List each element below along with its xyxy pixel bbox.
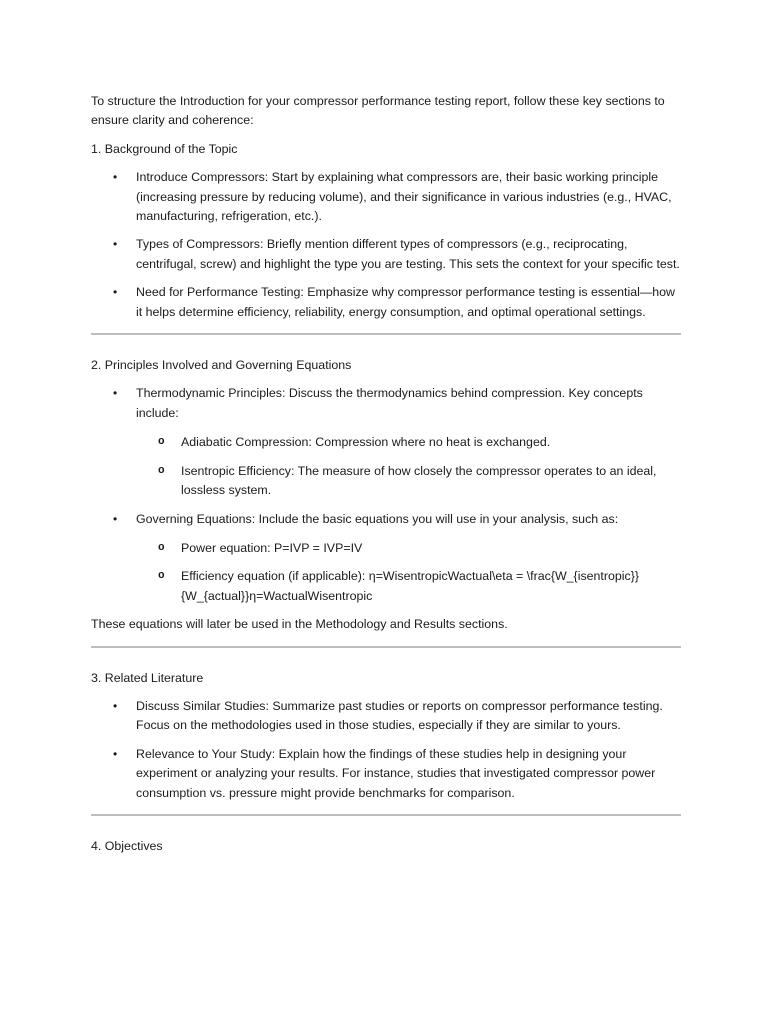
sub-list-item (136, 539, 681, 558)
horizontal-divider (91, 646, 681, 648)
list-item (91, 283, 681, 322)
list-item-text: Discuss Similar Studies: Summarize past studies or reports on compressor performance testing. Focus on the methodologies used in those studies, especially if they are similar to yours. (136, 698, 663, 733)
sub-list-item (136, 433, 681, 452)
list-item (91, 745, 681, 803)
bullet-icon: • (113, 511, 118, 526)
section-heading-principles: 2. Principles Involved and Governing Equations (91, 358, 352, 373)
sub-list-item (136, 567, 681, 606)
bullet-icon: • (113, 170, 118, 185)
background-bullet-list (91, 168, 681, 322)
list-item (91, 235, 681, 274)
bullet-icon: • (113, 285, 118, 300)
sub-list-item-text: Adiabatic Compression: Compression where no heat is exchanged. (181, 435, 551, 450)
bullet-icon: • (113, 746, 118, 761)
sub-bullet-icon: o (158, 464, 165, 477)
list-item-text: Thermodynamic Principles: Discuss the thermodynamics behind compression. Key concepts include: (136, 386, 643, 420)
thermo-sub-list (136, 433, 681, 500)
section-heading-objectives: 4. Objectives (91, 838, 163, 853)
efficiency-equation-text: Efficiency equation (if applicable): η=WisentropicWactual\eta = \frac{W_{isentropic}}{W_{actual}}η=WactualWisentropic (181, 569, 640, 603)
sub-bullet-icon: o (158, 541, 165, 554)
bullet-icon: • (113, 386, 118, 401)
list-item (91, 510, 681, 607)
document-body (91, 92, 681, 865)
sub-bullet-icon: o (158, 436, 165, 449)
list-item (91, 384, 681, 500)
literature-bullet-list (91, 697, 681, 803)
list-item-text: Relevance to Your Study: Explain how the findings of these studies help in designing your experiment or analyzing your results. For instance, studies that investigated compressor power consumption vs. pressure might provide benchmarks for comparison. (136, 746, 656, 800)
intro-paragraph: To structure the Introduction for your compressor performance testing report, follow these key sections to ensure clarity and coherence: (91, 94, 665, 128)
horizontal-divider (91, 814, 681, 816)
list-item-text: Introduce Compressors: Start by explaining what compressors are, their basic working principle (increasing pressure by reducing volume), and their significance in various industries (e.g., HVAC, manufacturing, refrigeration, etc.). (136, 170, 672, 224)
bullet-icon: • (113, 237, 118, 252)
power-equation-text: Power equation: P=IVP = IVP=IV (181, 540, 363, 555)
sub-bullet-icon: o (158, 570, 165, 583)
horizontal-divider (91, 333, 681, 335)
list-item-text: Governing Equations: Include the basic equations you will use in your analysis, such as: (136, 511, 619, 526)
list-item-text: Need for Performance Testing: Emphasize why compressor performance testing is essential—how it helps determine efficiency, reliability, energy consumption, and optimal operational settings. (136, 285, 676, 319)
bullet-icon: • (113, 698, 118, 713)
sub-list-item-text: Isentropic Efficiency: The measure of how closely the compressor operates to an ideal, lossless system. (181, 463, 657, 498)
list-item-text: Types of Compressors: Briefly mention different types of compressors (e.g., reciprocating, centrifugal, screw) and highlight the type you are testing. This sets the context for your specific test. (136, 237, 680, 271)
list-item (91, 168, 681, 226)
equations-closing-paragraph: These equations will later be used in the Methodology and Results sections. (91, 617, 508, 632)
principles-bullet-list (91, 384, 681, 606)
sub-list-item (136, 462, 681, 501)
equations-sub-list (136, 539, 681, 606)
section-heading-background: 1. Background of the Topic (91, 141, 238, 156)
list-item (91, 697, 681, 736)
section-heading-literature: 3. Related Literature (91, 670, 204, 685)
